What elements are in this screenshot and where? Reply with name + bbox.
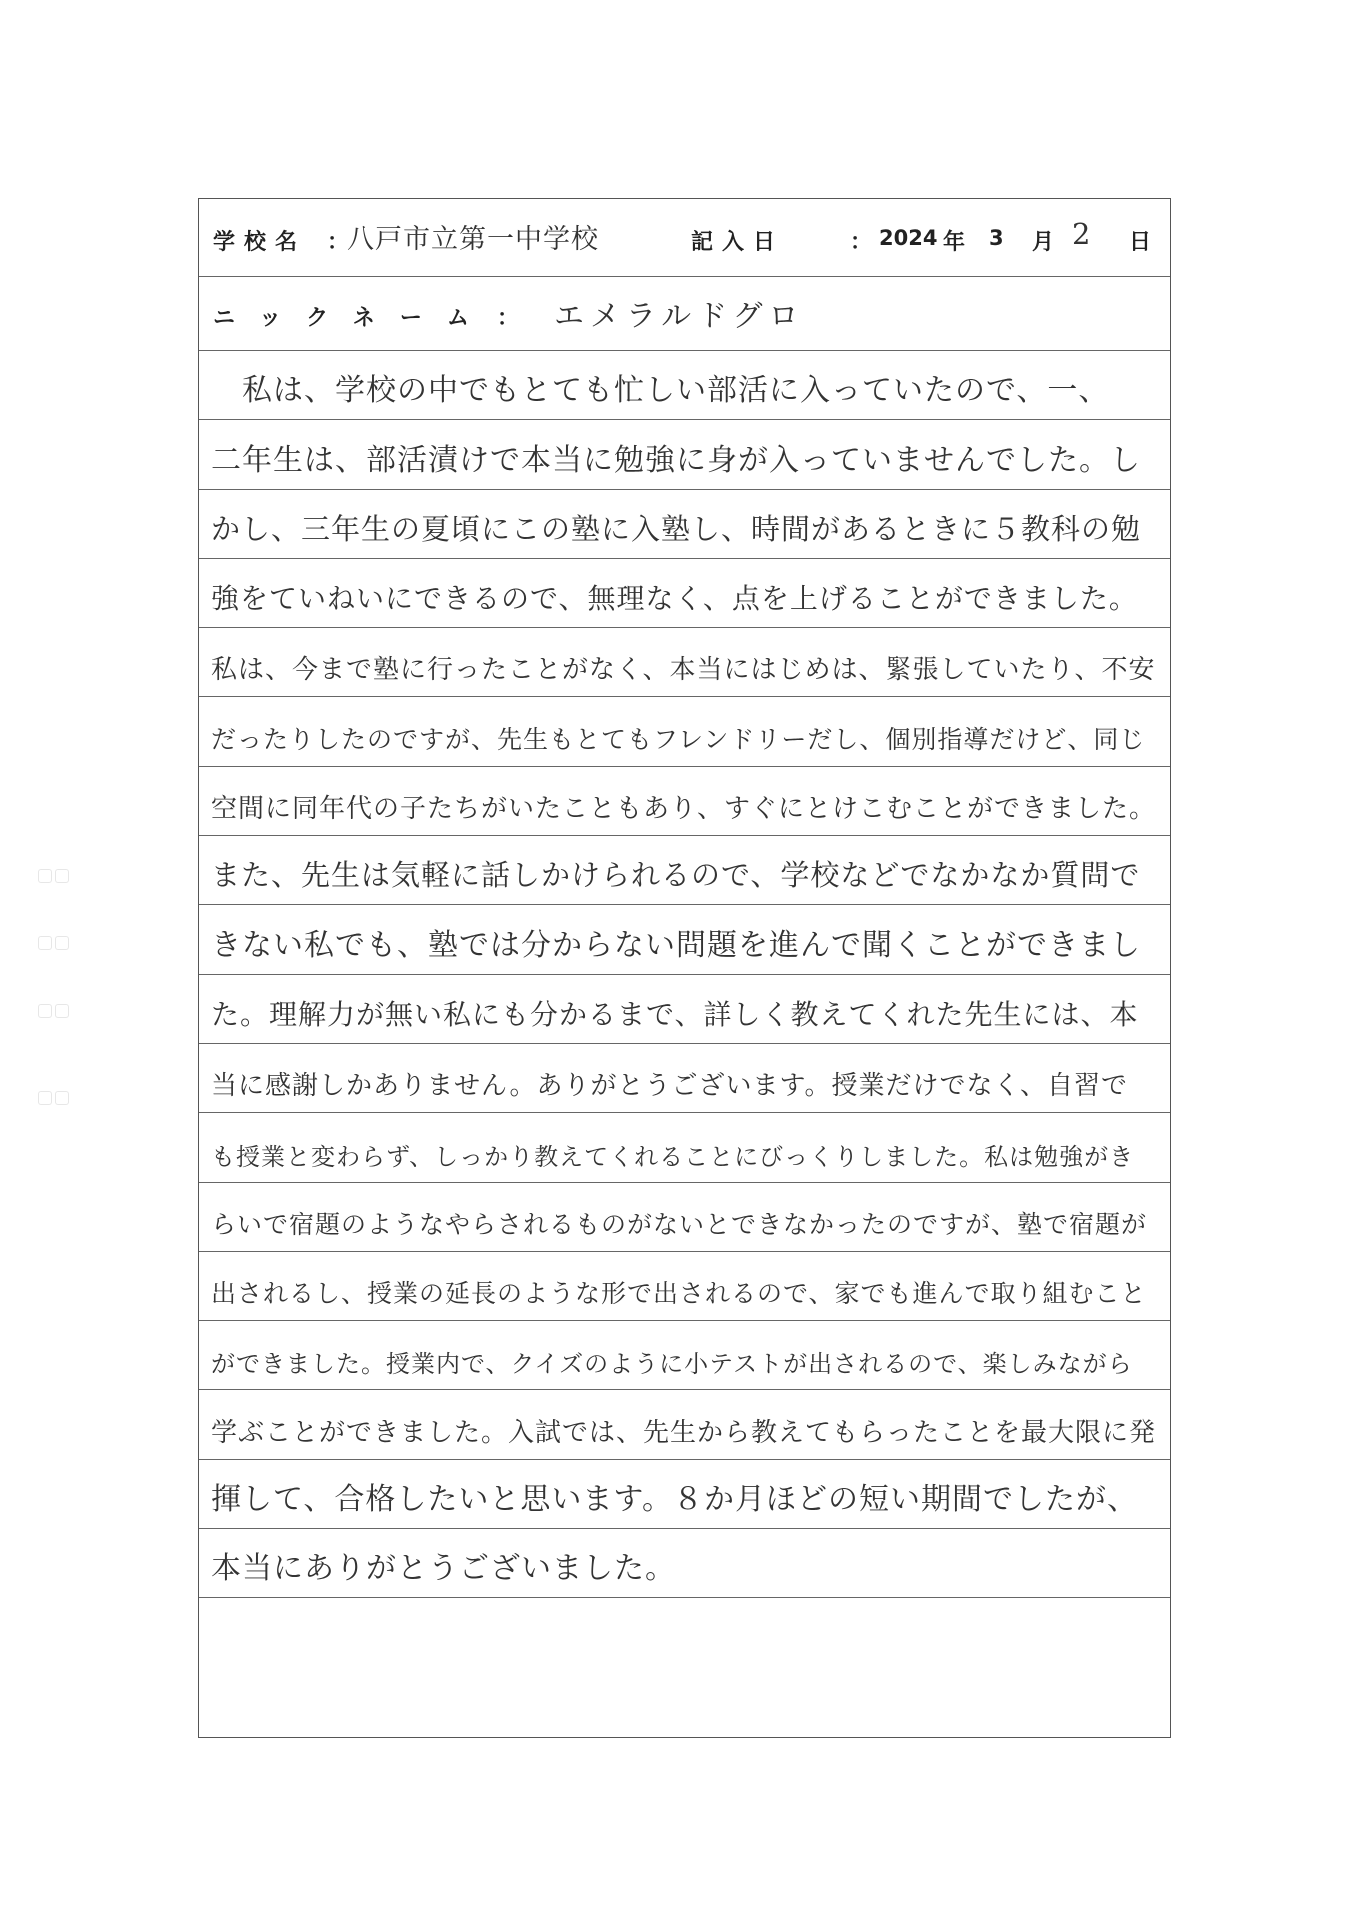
handwritten-line-text: 空間に同年代の子たちがいたこともあり、すぐにとけこむことができました。 (211, 794, 1157, 825)
ruled-line (199, 351, 1170, 420)
faint-marks (38, 1003, 82, 1021)
ruled-line (199, 559, 1170, 628)
handwritten-line-text: 私は、学校の中でもとても忙しい部活に入っていたので、一、 (211, 373, 1110, 409)
faint-marks (38, 935, 82, 953)
ruled-line (199, 1113, 1170, 1182)
handwritten-line-text: 当に感謝しかありません。ありがとうございます。授業だけでなく、自習で (211, 1071, 1128, 1102)
handwritten-line-text: だったりしたのですが、先生もとてもフレンドリーだし、個別指導だけど、同じ (211, 724, 1146, 754)
faint-marks (38, 868, 82, 886)
school-label: 学校名 (213, 230, 307, 255)
ruled-line (199, 905, 1170, 974)
nickname-colon: ： (497, 306, 520, 331)
date-year-unit: 年 (943, 230, 966, 255)
ruled-line (199, 628, 1170, 697)
handwritten-line-text: も授業と変わらず、しっかり教えてくれることにびっくりしました。私は勉強がき (211, 1142, 1135, 1171)
ruled-line (199, 767, 1170, 836)
ruled-line (199, 1391, 1170, 1460)
date-day-unit: 日 (1129, 230, 1152, 255)
date-colon: ： (850, 230, 873, 255)
date-label: 記入日 (691, 230, 785, 255)
form-sheet (198, 198, 1171, 1738)
handwritten-line-text: きない私でも、塾では分からない問題を進んで聞くことができまし (211, 927, 1141, 963)
handwritten-line-text: 強をていねいにできるので、無理なく、点を上げることができました。 (211, 582, 1138, 616)
handwritten-line-text: 学ぶことができました。入試では、先生から教えてもらったことを最大限に発 (211, 1417, 1157, 1448)
date-day: 2 (1072, 217, 1091, 251)
handwritten-line-text: らいで宿題のようなやらされるものがないとできなかったのですが、塾で宿題が (211, 1209, 1148, 1239)
ruled-line (199, 1321, 1170, 1390)
header-row (199, 199, 1170, 277)
ruled-line (199, 490, 1170, 559)
handwritten-line-text: 二年生は、部活漬けで本当に勉強に身が入っていませんでした。し (211, 442, 1141, 478)
handwritten-line-text: 本当にありがとうございました。 (211, 1551, 676, 1587)
nickname-label: ニックネーム (213, 306, 494, 331)
handwritten-line-text: 揮して、合格したいと思います。８か月ほどの短い期間でしたが、 (211, 1482, 1138, 1518)
ruled-line (199, 1044, 1170, 1113)
school-colon: ： (327, 230, 350, 255)
handwritten-line-text: 出されるし、授業の延長のような形で出されるので、家でも進んで取り組むこと (211, 1279, 1147, 1309)
handwritten-line-text: また、先生は気軽に話しかけられるので、学校などでなかなか質問で (211, 858, 1141, 893)
nickname-value: エメラルドグロ (554, 299, 805, 334)
ruled-line (199, 1183, 1170, 1252)
school-name-value: 八戸市立第一中学校 (347, 224, 599, 255)
handwritten-line-text: た。理解力が無い私にも分かるまで、詳しく教えてくれた先生には、本 (211, 997, 1139, 1031)
ruled-line (199, 698, 1170, 767)
ruled-line (199, 420, 1170, 489)
nickname-row (199, 277, 1170, 351)
ruled-line (199, 975, 1170, 1044)
ruled-line (199, 1252, 1170, 1321)
handwritten-line-text: 私は、今まで塾に行ったことがなく、本当にはじめは、緊張していたり、不安 (211, 655, 1156, 686)
date-month: 3 (989, 226, 1004, 250)
ruled-line (199, 836, 1170, 905)
date-month-unit: 月 (1032, 230, 1055, 255)
handwritten-line-text: ができました。授業内で、クイズのように小テストが出されるので、楽しみながら (211, 1350, 1133, 1379)
ruled-line (199, 1529, 1170, 1598)
handwritten-line-text: かし、三年生の夏頃にこの塾に入塾し、時間があるときに５教科の勉 (211, 511, 1142, 546)
ruled-line (199, 1460, 1170, 1529)
faint-marks (38, 1090, 82, 1108)
date-year: 2024 (879, 226, 938, 250)
